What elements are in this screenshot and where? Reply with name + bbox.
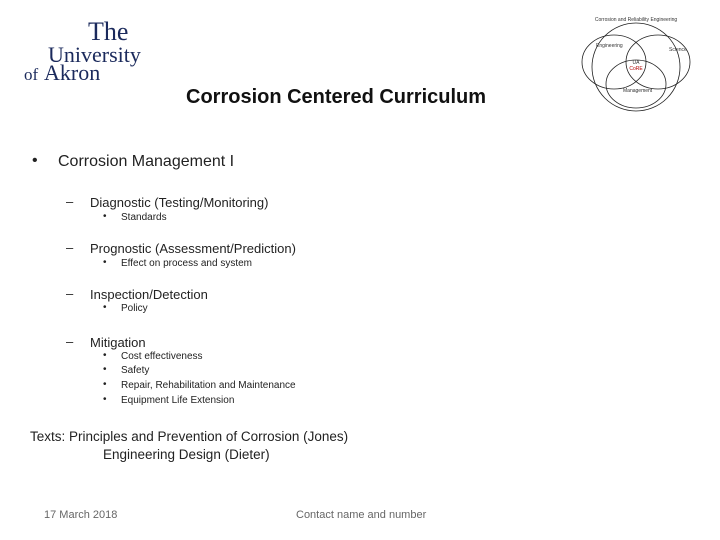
venn-label-right: Science <box>669 47 687 53</box>
sub-item-effect: Effect on process and system <box>121 258 252 269</box>
dash-marker: – <box>66 240 74 255</box>
venn-label-bottom: Management <box>623 88 653 94</box>
core-venn-diagram <box>566 12 706 112</box>
dash-marker: – <box>66 194 74 209</box>
texts-block <box>30 428 348 464</box>
sub-item-safety: Safety <box>121 365 150 376</box>
logo-line-akron: Akron <box>44 60 101 84</box>
footer-contact: Contact name and number <box>296 509 427 521</box>
logo-line-the: The <box>88 18 129 46</box>
item-diagnostic: Diagnostic (Testing/Monitoring) <box>90 195 269 210</box>
logo-line-university: University <box>48 42 141 67</box>
main-bullet: Corrosion Management I <box>58 153 235 170</box>
item-mitigation: Mitigation <box>90 335 146 350</box>
venn-title: Corrosion and Reliability Engineering <box>594 17 678 23</box>
sub-item-standards: Standards <box>121 212 167 223</box>
logo-line-of: of <box>24 65 39 84</box>
venn-label-left: Engineering <box>596 43 623 49</box>
texts-line-jones: Texts: Principles and Prevention of Corrosion (Jones) <box>30 429 349 444</box>
sub-item-policy: Policy <box>121 303 148 314</box>
sub-bullet-marker: • <box>103 211 107 222</box>
sub-item-cost: Cost effectiveness <box>121 351 203 362</box>
sub-item-repair: Repair, Rehabilitation and Maintenance <box>121 380 296 391</box>
item-prognostic: Prognostic (Assessment/Prediction) <box>90 241 296 256</box>
sub-bullet-marker: • <box>103 350 107 361</box>
sub-bullet-marker: • <box>103 364 107 375</box>
venn-center-line2: CoRE <box>629 66 643 72</box>
bullet-marker: • <box>32 152 38 169</box>
sub-bullet-marker: • <box>103 379 107 390</box>
university-logo <box>22 18 162 84</box>
venn-center-line1: UA <box>632 60 640 66</box>
sub-item-equipment: Equipment Life Extension <box>121 395 235 406</box>
slide-title: Corrosion Centered Curriculum <box>186 86 487 108</box>
texts-line-dieter: Engineering Design (Dieter) <box>103 447 270 462</box>
item-inspection: Inspection/Detection <box>90 287 208 302</box>
sub-bullet-marker: • <box>103 302 107 313</box>
footer-date: 17 March 2018 <box>44 509 118 521</box>
dash-marker: – <box>66 286 74 301</box>
dash-marker: – <box>66 334 74 349</box>
sub-bullet-marker: • <box>103 257 107 268</box>
sub-bullet-marker: • <box>103 394 107 405</box>
